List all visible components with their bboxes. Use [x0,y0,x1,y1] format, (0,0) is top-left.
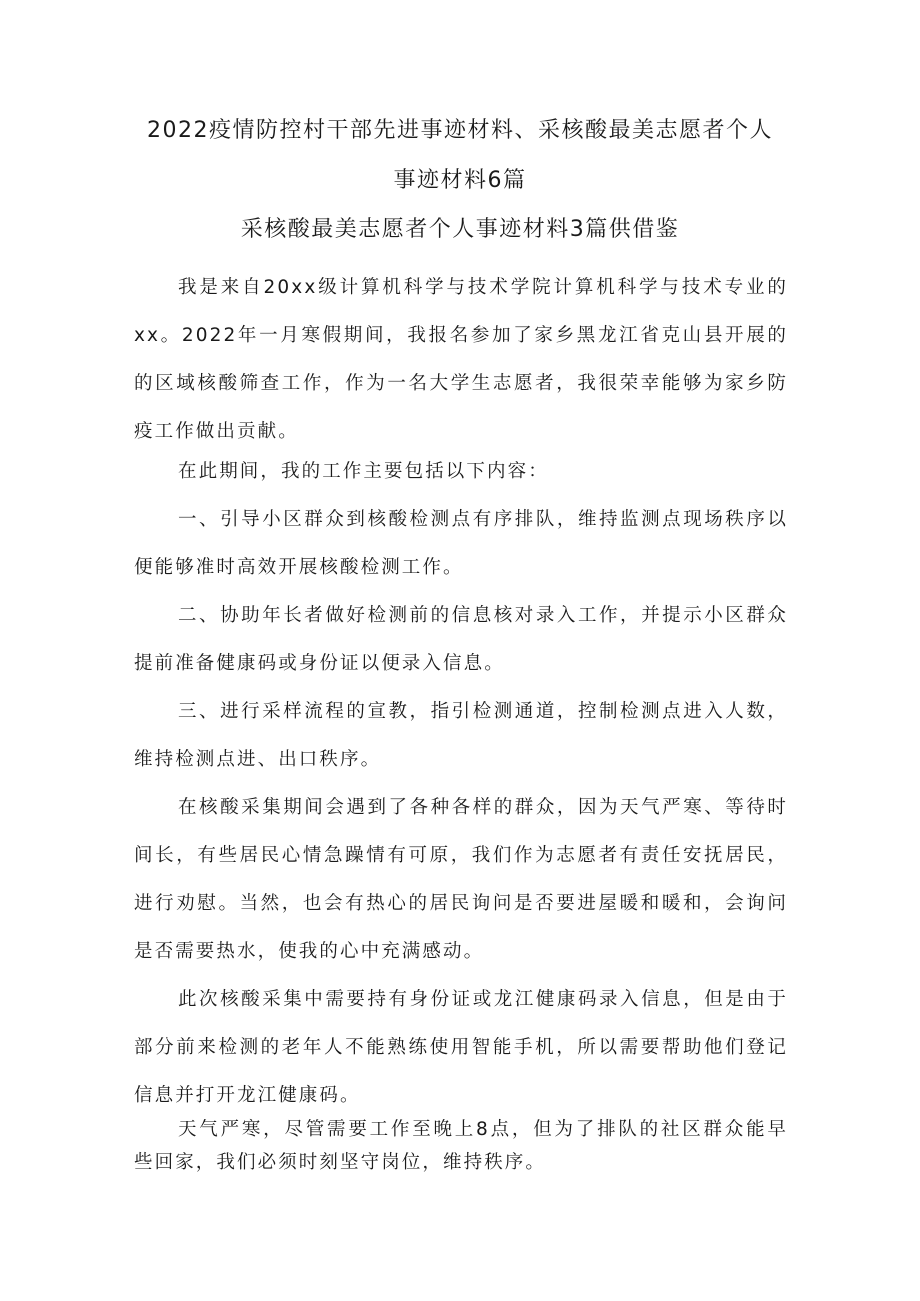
paragraph-intro: 我是来自20xx级计算机科学与技术学院计算机科学与技术专业的xx。2022年一月寒假期间，我报名参加了家乡黑龙江省克山县开展的的区域核酸筛查工作，作为一名大学生志愿者，我很荣幸能够为家乡防疫工作做出贡献。 [134,277,788,442]
document-title-line1: 2022疫情防控村干部先进事迹材料、采核酸最美志愿者个人 [147,118,773,143]
document-title-line2: 事迹材料6篇 [393,168,527,193]
paragraph-work-intro: 在此期间，我的工作主要包括以下内容： [178,461,549,482]
paragraph-closing: 天气严寒，尽管需要工作至晚上8点，但为了排队的社区群众能早些回家，我们必须时刻坚守岗位，维持秩序。 [134,1119,788,1173]
paragraph-health-code: 此次核酸采集中需要持有身份证或龙江健康码录入信息，但是由于部分前来检测的老年人不能熟练使用智能手机，所以需要帮助他们登记信息并打开龙江健康码。 [134,989,788,1106]
paragraph-task-3: 三、进行采样流程的宣教，指引检测通道，控制检测点进入人数，维持检测点进、出口秩序。 [134,701,788,770]
paragraph-task-2: 二、协助年长者做好检测前的信息核对录入工作，并提示小区群众提前准备健康码或身份证以便录入信息。 [134,605,788,674]
document-subtitle: 采核酸最美志愿者个人事迹材料3篇供借鉴 [240,217,680,242]
paragraph-task-1: 一、引导小区群众到核酸检测点有序排队，维持监测点现场秩序以便能够准时高效开展核酸检测工作。 [134,509,788,578]
paragraph-experience: 在核酸采集期间会遇到了各种各样的群众，因为天气严寒、等待时间长，有些居民心情急躁情有可原，我们作为志愿者有责任安抚居民，进行劝慰。当然，也会有热心的居民询问是否要进屋暖和暖和，会询问是否需要热水，使我的心中充满感动。 [134,797,788,962]
